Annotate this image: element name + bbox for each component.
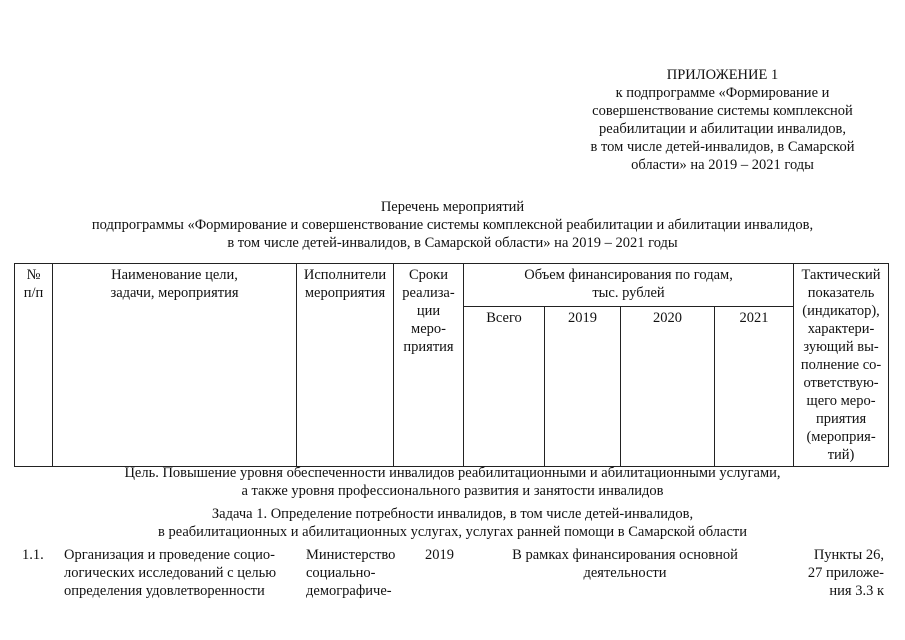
goal-line: а также уровня профессионального развития и занятости инвалидов bbox=[241, 483, 664, 499]
title-line: подпрограммы «Формирование и совершенствование системы комплексной реабилитации и абилитации инвалидов, bbox=[91, 217, 814, 233]
header-executors: Исполнители мероприятия bbox=[297, 264, 394, 467]
header-number: № п/п bbox=[15, 264, 53, 467]
appendix-line: к подпрограмме «Формирование и bbox=[615, 85, 830, 101]
task-heading bbox=[0, 505, 905, 541]
appendix-line: реабилитации и абилитации инвалидов, bbox=[599, 121, 846, 137]
title-line: Перечень мероприятий bbox=[380, 199, 525, 215]
goal-heading bbox=[0, 464, 905, 500]
row-number: 1.1. bbox=[22, 547, 44, 563]
task-line: в реабилитационных и абилитационных услугах, услугах ранней помощи в Самарской области bbox=[158, 524, 747, 540]
header-year-2019: 2019 bbox=[545, 307, 621, 467]
header-financing: Объем финансирования по годам, тыс. рублей bbox=[464, 264, 794, 307]
row-indicator: Пункты 26, 27 приложе- ния 3.3 к bbox=[807, 547, 884, 599]
header-name: Наименование цели, задачи, мероприятия bbox=[53, 264, 297, 467]
measures-table bbox=[14, 263, 889, 467]
header-year-2020: 2020 bbox=[621, 307, 715, 467]
appendix-line: области» на 2019 – 2021 годы bbox=[631, 157, 814, 173]
header-year-2021: 2021 bbox=[715, 307, 794, 467]
table-header-row bbox=[15, 264, 889, 307]
header-indicator: Тактический показатель (индикатор), характери- зующий вы- полнение со- ответствую- щего меро- приятия (мероприя- тий) bbox=[794, 264, 889, 467]
row-executor: Министерство социально- демографиче- bbox=[306, 547, 396, 599]
row-measure-name: Организация и проведение социо- логических исследований с целью определения удовлетворенности bbox=[64, 547, 277, 599]
header-terms: Сроки реализа- ции меро- приятия bbox=[394, 264, 464, 467]
goal-line: Цель. Повышение уровня обеспеченности инвалидов реабилитационными и абилитационными услугами, bbox=[124, 465, 781, 481]
appendix-line: ПРИЛОЖЕНИЕ 1 bbox=[666, 67, 779, 83]
task-line: Задача 1. Определение потребности инвалидов, в том числе детей-инвалидов, bbox=[211, 506, 694, 522]
header-total: Всего bbox=[464, 307, 545, 467]
appendix-line: в том числе детей-инвалидов, в Самарской bbox=[590, 139, 855, 155]
row-financing: В рамках финансирования основной деятельности bbox=[512, 547, 738, 581]
document-title bbox=[0, 198, 905, 252]
appendix-heading bbox=[560, 66, 885, 174]
row-term: 2019 bbox=[425, 547, 454, 563]
title-line: в том числе детей-инвалидов, в Самарской области» на 2019 – 2021 годы bbox=[227, 235, 678, 251]
appendix-line: совершенствование системы комплексной bbox=[592, 103, 853, 119]
